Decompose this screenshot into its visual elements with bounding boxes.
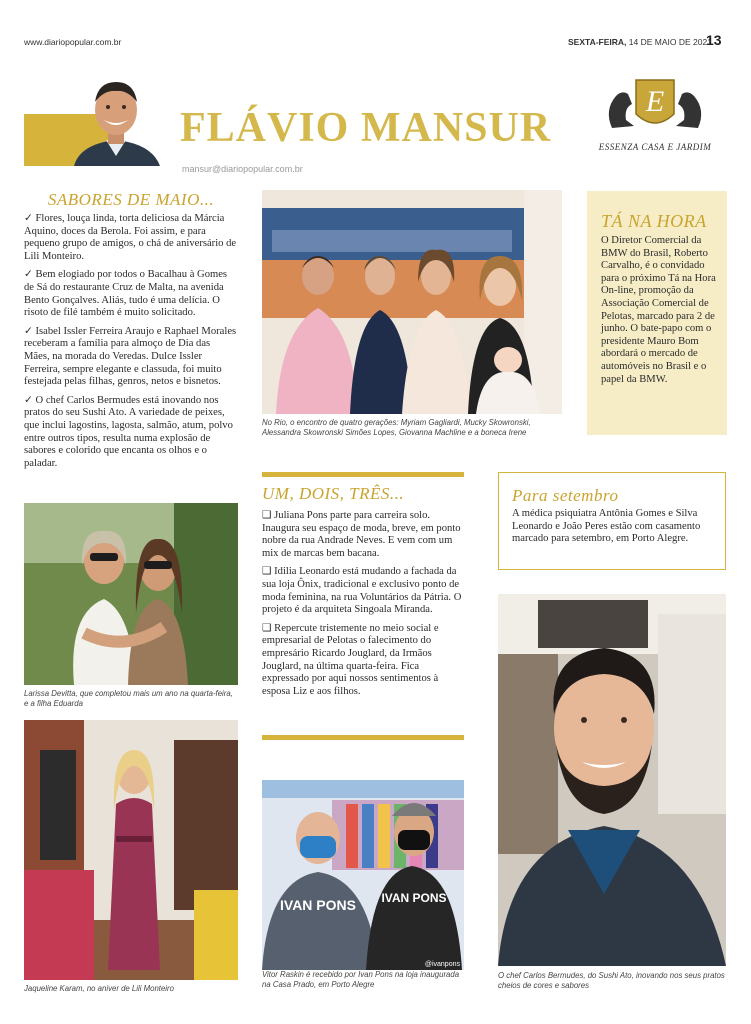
setembro-text: A médica psiquiatra Antônia Gomes e Silva Leonardo e João Peres estão com casamento marcado para setembro, em Porto Alegre. bbox=[512, 508, 701, 545]
sponsor-name: ESSENZA CASA E JARDIM bbox=[598, 142, 712, 152]
caption-vitor: Vitor Raskin é recebido por Ivan Pons na loja inaugurada na Casa Prado, em Porto Alegre bbox=[262, 970, 460, 989]
tres-item: ❑ Idilia Leonardo está mudando a fachada da sua loja Ônix, tradicional e exclusivo ponto de moda feminina, na rua Voluntários da Pátria. O projeto é da arquiteta Singoala Miranda. bbox=[262, 566, 462, 616]
issue-weekday: SEXTA-FEIRA, bbox=[568, 37, 627, 47]
photo-watermark: @ivanpons bbox=[424, 961, 460, 968]
column-title: FLÁVIO MANSUR bbox=[180, 105, 552, 151]
tanahora-heading: TÁ NA HORA bbox=[601, 211, 707, 231]
photo-carlos bbox=[498, 594, 726, 966]
tres-rule-bottom bbox=[262, 735, 464, 740]
sabores-item: ✓ Bem elogiado por todos o Bacalhau à Gomes de Sá do restaurante Cruz de Malta, na avenida Bento Gonçalves. Aliás, tudo é uma delícia. O risoto de filé também é muito solicitado. bbox=[24, 269, 228, 319]
issue-date-text: 14 DE MAIO DE 2021 bbox=[628, 37, 712, 47]
caption-jaqueline: Jaqueline Karam, no aniver de Lili Monteiro bbox=[24, 984, 174, 993]
tres-item: ❑ Juliana Pons parte para carreira solo. Inaugura seu espaço de moda, breve, em ponto nobre da rua Andrade Neves. E vem com um mix de marcas bem bacana. bbox=[262, 510, 461, 559]
sponsor-logo-letter: E bbox=[645, 85, 665, 118]
setembro-heading: Para setembro bbox=[512, 486, 619, 505]
tres-rule-top bbox=[262, 472, 464, 477]
author-photo bbox=[66, 74, 166, 166]
photo-larissa bbox=[24, 503, 238, 685]
photo-rio-generations bbox=[262, 190, 562, 414]
sabores-item: ✓ Flores, louça linda, torta deliciosa da Márcia Aquino, doces da Berola. Foi assim, e para pequeno grupo de amigos, o chá de aniversário de Lili Monteiro. bbox=[24, 213, 237, 262]
sabores-section bbox=[24, 190, 238, 476]
shirt-text-right: IVAN PONS bbox=[381, 891, 447, 905]
sabores-item: ✓ Isabel Issler Ferreira Araujo e Raphael Morales receberam a família para almoço de Dia das Mães, na morada do Veredas. Dulce Issler Ferreira, sempre elegante e classuda, foi muito festejada pelas filhas, genros, netos e bisnetos. bbox=[24, 325, 237, 388]
caption-rio: No Rio, o encontro de quatro gerações: Myriam Gagliardi, Mucky Skowronski, Alessandra Skowronski Simões Lopes, Giovanna Machline e a boneca Irene bbox=[262, 418, 531, 437]
sabores-heading: SABORES DE MAIO... bbox=[47, 190, 215, 209]
shirt-text-left: IVAN PONS bbox=[280, 897, 356, 913]
page-number: 13 bbox=[706, 32, 722, 48]
tanahora-box bbox=[587, 191, 727, 435]
tres-section bbox=[262, 484, 464, 704]
site-url[interactable]: www.diariopopular.com.br bbox=[24, 37, 122, 47]
tres-heading: UM, DOIS, TRÊS... bbox=[262, 484, 405, 503]
tanahora-text: O Diretor Comercial da BMW do Brasil, Roberto Carvalho, é o convidado para o próximo Tá na Hora On-line, promoção da Associação Comercial de Pelotas, marcado para 2 de junho. O bate-papo com o presidente Mauro Bom abordará o mercado de automóveis no Brasil e o papel da BMW. bbox=[601, 235, 716, 385]
sabores-item: ✓ O chef Carlos Bermudes está inovando nos pratos do seu Sushi Ato. A variedade de peixes, que inclui lagostins, lagosta, salmão, atum, polvo entre outros tipos, resulta numa explosão de sabores e colorido que encanta os olhos e o paladar. bbox=[24, 394, 233, 469]
setembro-box bbox=[498, 472, 726, 570]
author-email[interactable]: mansur@diariopopular.com.br bbox=[182, 164, 303, 174]
caption-larissa: Larissa Devitta, que completou mais um ano na quarta-feira, e a filha Eduarda bbox=[24, 689, 233, 708]
issue-date bbox=[568, 37, 712, 47]
photo-jaqueline bbox=[24, 720, 238, 980]
tres-item: ❑ Repercute tristemente no meio social e empresarial de Pelotas o falecimento do empresário Ricardo Jouglard, da Irmãos Jouglard, na última quarta-feira. Fica expressado por aqui nossos sentimentos à esposa Liz e aos filhos. bbox=[262, 622, 439, 697]
caption-carlos: O chef Carlos Bermudes, do Sushi Ato, inovando nos seus pratos cheios de cores e sabores bbox=[498, 971, 725, 990]
photo-vitor-ivan bbox=[262, 780, 464, 970]
